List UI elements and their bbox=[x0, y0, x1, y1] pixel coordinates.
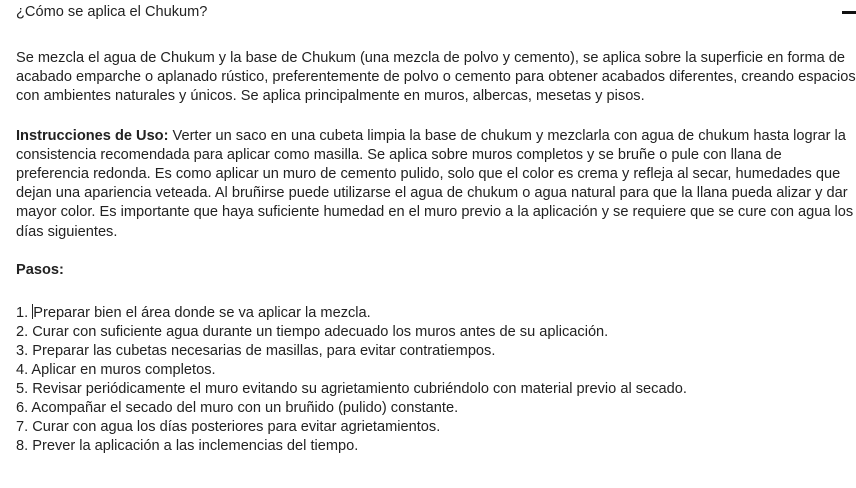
accordion-content bbox=[16, 49, 856, 456]
steps-heading: Pasos: bbox=[16, 261, 64, 278]
accordion-header[interactable] bbox=[16, 2, 856, 22]
step-item bbox=[16, 399, 856, 418]
step-text: Curar con suficiente agua durante un tiempo adecuado los muros antes de su aplicación. bbox=[32, 324, 609, 341]
step-item bbox=[16, 323, 856, 342]
step-number: 7. bbox=[16, 419, 33, 436]
step-number: 1. bbox=[16, 305, 33, 322]
steps-list bbox=[16, 304, 856, 456]
instructions-text: Verter un saco en una cubeta limpia la base de chukum y mezclarla con agua de chukum hasta lograr la consistencia recomendada para aplicar como masilla. Se aplica sobre muros completos y se bruñe o pule con llana de preferencia redonda. Es como aplicar un muro de cemento pulido, solo que el color es crema y refleja al secar, humedades que dejan una apariencia veteada. Al bruñirse puede utilizarse el agua de chukum o agua natural para que la llana pueda alizar y dar mayor color. Es importante que haya suficiente humedad en el muro previo a la aplicación y se requiere que se cure con agua los días siguientes. bbox=[16, 127, 854, 240]
step-text: Preparar bien el área donde se va aplicar la mezcla. bbox=[33, 305, 371, 322]
step-number: 4. bbox=[16, 362, 32, 379]
step-text: Prever la aplicación a las inclemencias del tiempo. bbox=[32, 438, 359, 455]
step-number: 3. bbox=[16, 343, 33, 360]
accordion-title[interactable]: ¿Cómo se aplica el Chukum? bbox=[16, 4, 208, 20]
step-item bbox=[16, 418, 856, 437]
step-item bbox=[16, 342, 856, 361]
minus-icon[interactable] bbox=[842, 7, 856, 21]
step-item bbox=[16, 361, 856, 380]
instructions-label: Instrucciones de Uso: bbox=[16, 127, 169, 144]
step-text: Preparar las cubetas necesarias de masillas, para evitar contratiempos. bbox=[32, 343, 496, 360]
step-text: Revisar periódicamente el muro evitando su agrietamiento cubriéndolo con material previo al secado. bbox=[32, 381, 687, 398]
step-text: Curar con agua los días posteriores para evitar agrietamientos. bbox=[32, 419, 441, 436]
step-number: 6. bbox=[16, 400, 32, 417]
step-text: Acompañar el secado del muro con un bruñido (pulido) constante. bbox=[31, 400, 459, 417]
minus-icon-bar bbox=[842, 11, 856, 14]
step-item bbox=[16, 437, 856, 456]
instructions-paragraph bbox=[16, 127, 856, 242]
intro-paragraph: Se mezcla el agua de Chukum y la base de Chukum (una mezcla de polvo y cemento), se aplica sobre la superficie en forma de acabado emparche o aplanado rústico, preferentemente de polvo o cemento para obtener acabados diferentes, creando espacios con ambientes naturales y únicos. Se aplica principalmente en muros, albercas, mesetas y pisos. bbox=[16, 50, 856, 105]
step-number: 5. bbox=[16, 381, 33, 398]
step-item bbox=[16, 304, 856, 323]
step-number: 2. bbox=[16, 324, 33, 341]
step-text: Aplicar en muros completos. bbox=[31, 362, 216, 379]
step-item bbox=[16, 380, 856, 399]
step-number: 8. bbox=[16, 438, 33, 455]
